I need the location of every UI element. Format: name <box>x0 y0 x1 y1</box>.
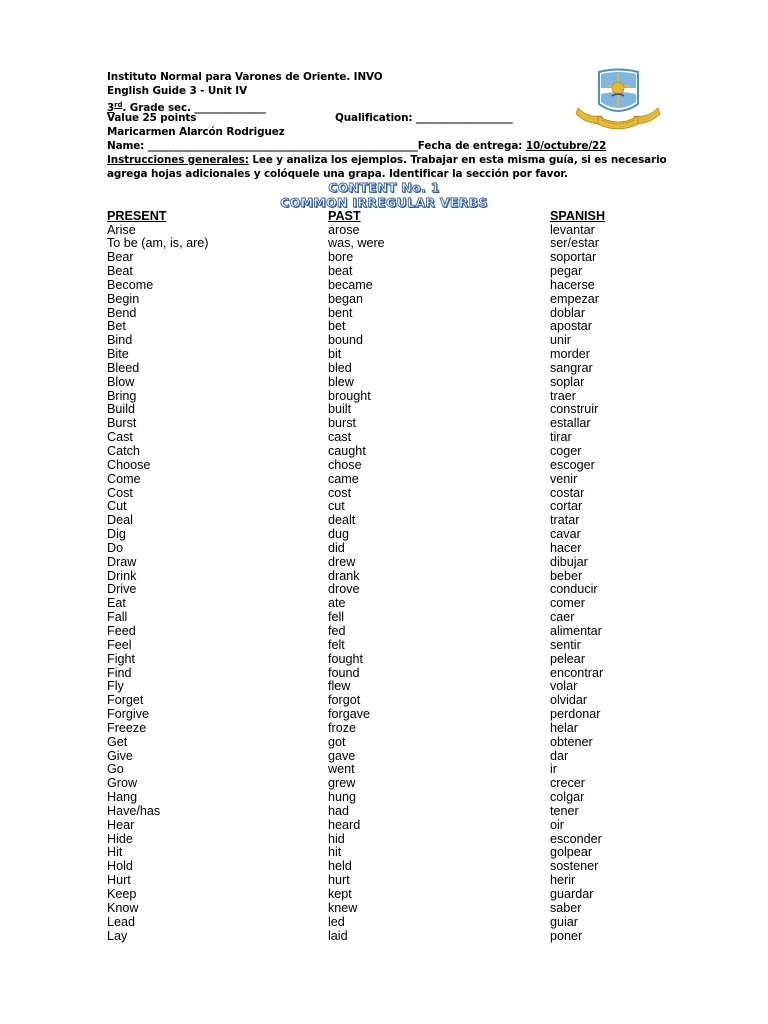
past-verb: hid <box>328 831 345 846</box>
past-verb: forgot <box>328 693 361 708</box>
spanish-verb: guiar <box>550 914 579 929</box>
spanish-verb: comer <box>550 596 585 611</box>
table-row <box>107 528 667 542</box>
table-row <box>107 750 667 764</box>
table-row <box>107 777 667 791</box>
present-verb: Hang <box>107 790 138 805</box>
table-row <box>107 487 667 501</box>
past-verb: bled <box>328 360 352 375</box>
content-number: CONTENT No. 1 <box>328 180 440 195</box>
present-verb: Know <box>107 900 139 915</box>
spanish-verb: construir <box>550 402 599 417</box>
spanish-verb: hacerse <box>550 277 595 292</box>
past-verb: led <box>328 914 345 929</box>
table-row <box>107 334 667 348</box>
qualification-field: Qualification: ___________________ <box>335 112 513 125</box>
past-verb: chose <box>328 457 362 472</box>
table-row <box>107 819 667 833</box>
past-verb: knew <box>328 900 358 915</box>
spanish-verb: alimentar <box>550 623 602 638</box>
table-row <box>107 445 667 459</box>
present-verb: Give <box>107 748 133 763</box>
table-row <box>107 736 667 750</box>
table-row <box>107 403 667 417</box>
table-row <box>107 514 667 528</box>
past-verb: arose <box>328 222 360 237</box>
table-row <box>107 556 667 570</box>
guide-title: English Guide 3 - Unit IV <box>107 84 248 97</box>
spanish-verb: golpear <box>550 845 593 860</box>
table-row <box>107 320 667 334</box>
spanish-verb: perdonar <box>550 707 601 722</box>
spanish-verb: conducir <box>550 582 598 597</box>
table-row <box>107 376 667 390</box>
present-verb: Blow <box>107 374 135 389</box>
header-past: PAST <box>328 209 361 223</box>
spanish-verb: esconder <box>550 831 602 846</box>
table-header-row <box>107 209 667 224</box>
present-verb: Forget <box>107 693 144 708</box>
table-row <box>107 459 667 473</box>
spanish-verb: sangrar <box>550 360 593 375</box>
spanish-verb: unir <box>550 333 571 348</box>
past-verb: cast <box>328 430 352 445</box>
past-verb: grew <box>328 776 356 791</box>
present-verb: Have/has <box>107 803 161 818</box>
table-row <box>107 722 667 736</box>
past-verb: caught <box>328 444 366 458</box>
table-row <box>107 348 667 362</box>
present-verb: Build <box>107 402 136 417</box>
spanish-verb: tratar <box>550 513 580 528</box>
spanish-verb: hacer <box>550 540 582 555</box>
table-row <box>107 237 667 251</box>
present-verb: Burst <box>107 416 137 431</box>
past-verb: burst <box>328 416 356 431</box>
spanish-verb: soplar <box>550 374 585 389</box>
table-row <box>107 667 667 681</box>
present-verb: Arise <box>107 222 136 237</box>
spanish-verb: tener <box>550 803 579 818</box>
spanish-verb: poner <box>550 928 583 943</box>
past-verb: cost <box>328 485 352 500</box>
table-row <box>107 930 667 944</box>
present-verb: Bet <box>107 319 126 334</box>
spanish-verb: coger <box>550 444 582 458</box>
past-verb: flew <box>328 679 351 694</box>
present-verb: Feel <box>107 637 132 652</box>
header-spanish: SPANISH <box>550 209 606 223</box>
table-row <box>107 570 667 584</box>
present-verb: Come <box>107 471 141 486</box>
present-verb: Hurt <box>107 873 131 888</box>
grade-number: 3 <box>107 101 115 114</box>
past-verb: forgave <box>328 707 371 722</box>
present-verb: Bind <box>107 333 133 348</box>
value-points: Value 25 points <box>107 112 197 125</box>
present-verb: Go <box>107 762 124 777</box>
grade-suffix: rd <box>114 100 123 109</box>
spanish-verb: sentir <box>550 637 581 652</box>
table-row <box>107 694 667 708</box>
spanish-verb: cortar <box>550 499 583 514</box>
present-verb: Feed <box>107 623 136 638</box>
present-verb: Catch <box>107 444 140 458</box>
school-logo <box>572 64 664 134</box>
table-row <box>107 279 667 293</box>
past-verb: heard <box>328 817 361 832</box>
present-verb: Drive <box>107 582 137 597</box>
table-row <box>107 653 667 667</box>
past-verb: drank <box>328 568 360 583</box>
present-verb: Bleed <box>107 360 140 375</box>
present-verb: Hold <box>107 859 133 874</box>
grade-section: . Grade sec. ______________ <box>122 101 266 114</box>
school-crest-icon <box>572 64 664 134</box>
past-verb: brought <box>328 388 371 403</box>
table-row <box>107 874 667 888</box>
past-verb: fought <box>328 651 364 666</box>
past-verb: went <box>328 762 355 777</box>
school-name: Instituto Normal para Varones de Oriente. INVO <box>107 71 383 83</box>
spanish-verb: pelear <box>550 651 586 666</box>
past-verb: bore <box>328 250 354 265</box>
spanish-verb: caer <box>550 610 575 625</box>
present-verb: To be (am, is, are) <box>107 236 209 251</box>
spanish-verb: traer <box>550 388 576 403</box>
table-row <box>107 708 667 722</box>
spanish-verb: olvidar <box>550 693 588 708</box>
present-verb: Eat <box>107 596 126 611</box>
teacher-name: Maricarmen Alarcón Rodriguez <box>107 126 285 139</box>
past-verb: had <box>328 803 350 818</box>
present-verb: Forgive <box>107 707 149 722</box>
spanish-verb: ser/estar <box>550 236 599 251</box>
present-verb: Keep <box>107 887 137 901</box>
past-verb: fed <box>328 623 346 638</box>
table-row <box>107 805 667 819</box>
spanish-verb: volar <box>550 679 578 694</box>
present-verb: Do <box>107 540 124 555</box>
table-row <box>107 916 667 930</box>
spanish-verb: guardar <box>550 887 594 901</box>
present-verb: Hide <box>107 831 133 846</box>
past-verb: found <box>328 665 360 680</box>
table-row <box>107 791 667 805</box>
table-row <box>107 846 667 860</box>
spanish-verb: ir <box>550 762 557 777</box>
table-row <box>107 307 667 321</box>
present-verb: Cut <box>107 499 127 514</box>
present-verb: Become <box>107 277 154 292</box>
spanish-verb: beber <box>550 568 583 583</box>
present-verb: Hit <box>107 845 123 860</box>
present-verb: Bite <box>107 347 129 362</box>
spanish-verb: empezar <box>550 291 599 306</box>
table-row <box>107 625 667 639</box>
spanish-verb: crecer <box>550 776 585 791</box>
spanish-verb: doblar <box>550 305 586 320</box>
present-verb: Choose <box>107 457 151 472</box>
spanish-verb: escoger <box>550 457 595 472</box>
spanish-verb: colgar <box>550 790 585 805</box>
present-verb: Cast <box>107 430 133 445</box>
present-verb: Fall <box>107 610 128 625</box>
due-date: 10/octubre/22 <box>525 139 607 152</box>
table-row <box>107 583 667 597</box>
table-row <box>107 500 667 514</box>
past-verb: hurt <box>328 873 350 888</box>
table-row <box>107 611 667 625</box>
spanish-verb: morder <box>550 347 590 362</box>
spanish-verb: obtener <box>550 734 593 749</box>
instructions-label: Instrucciones generales: <box>107 153 249 166</box>
past-verb: gave <box>328 748 356 763</box>
past-verb: did <box>328 540 345 555</box>
spanish-verb: dibujar <box>550 554 588 569</box>
present-verb: Lay <box>107 928 128 943</box>
name-line <box>107 140 667 154</box>
past-verb: was, were <box>328 236 385 251</box>
present-verb: Bear <box>107 250 134 265</box>
past-verb: dealt <box>328 513 356 528</box>
spanish-verb: oir <box>550 817 564 832</box>
content-heading: COMMON IRREGULAR VERBS <box>280 195 488 210</box>
past-verb: ate <box>328 596 346 611</box>
present-verb: Lead <box>107 914 136 929</box>
past-verb: froze <box>328 720 356 735</box>
present-verb: Hear <box>107 817 135 832</box>
spanish-verb: tirar <box>550 430 572 445</box>
table-row <box>107 473 667 487</box>
spanish-verb: herir <box>550 873 576 888</box>
table-row <box>107 224 667 238</box>
past-verb: held <box>328 859 352 874</box>
table-row <box>107 833 667 847</box>
past-verb: fell <box>328 610 345 625</box>
table-row <box>107 417 667 431</box>
spanish-verb: venir <box>550 471 578 486</box>
spanish-verb: costar <box>550 485 585 500</box>
spanish-verb: levantar <box>550 222 595 237</box>
present-verb: Dig <box>107 527 126 542</box>
present-verb: Find <box>107 665 132 680</box>
spanish-verb: pegar <box>550 264 583 279</box>
present-verb: Begin <box>107 291 140 306</box>
past-verb: dug <box>328 527 350 542</box>
past-verb: kept <box>328 887 352 901</box>
table-row <box>107 251 667 265</box>
past-verb: drove <box>328 582 360 597</box>
past-verb: blew <box>328 374 354 389</box>
spanish-verb: helar <box>550 720 579 735</box>
table-row <box>107 265 667 279</box>
present-verb: Beat <box>107 264 133 279</box>
table-row <box>107 362 667 376</box>
name-field: Name: _____________________________________________________Fecha de entrega: <box>107 139 526 152</box>
spanish-verb: cavar <box>550 527 581 542</box>
verb-table <box>107 209 667 943</box>
table-row <box>107 542 667 556</box>
past-verb: hung <box>328 790 357 805</box>
table-row <box>107 763 667 777</box>
present-verb: Grow <box>107 776 138 791</box>
table-row <box>107 293 667 307</box>
content-title <box>0 180 768 210</box>
spanish-verb: dar <box>550 748 569 763</box>
present-verb: Fight <box>107 651 135 666</box>
table-row <box>107 888 667 902</box>
past-verb: hit <box>328 845 342 860</box>
past-verb: laid <box>328 928 348 943</box>
past-verb: felt <box>328 637 345 652</box>
table-row <box>107 902 667 916</box>
past-verb: bet <box>328 319 346 334</box>
table-row <box>107 680 667 694</box>
present-verb: Cost <box>107 485 133 500</box>
spanish-verb: encontrar <box>550 665 604 680</box>
present-verb: Bend <box>107 305 137 320</box>
table-row <box>107 639 667 653</box>
present-verb: Freeze <box>107 720 147 735</box>
spanish-verb: soportar <box>550 250 597 265</box>
spanish-verb: saber <box>550 900 582 915</box>
past-verb: bound <box>328 333 364 348</box>
spanish-verb: estallar <box>550 416 591 431</box>
spanish-verb: sostener <box>550 859 599 874</box>
table-row <box>107 860 667 874</box>
instructions <box>107 154 667 182</box>
table-row <box>107 431 667 445</box>
table-row <box>107 597 667 611</box>
table-row <box>107 390 667 404</box>
past-verb: built <box>328 402 352 417</box>
past-verb: drew <box>328 554 356 569</box>
present-verb: Deal <box>107 513 133 528</box>
instructions-text: Lee y analiza los ejemplos. Trabajar en esta misma guía, si es necesario agrega hojas adicionales y colóquele una grapa. Identificar la sección por favor. <box>107 153 667 180</box>
present-verb: Fly <box>107 679 124 694</box>
present-verb: Get <box>107 734 128 749</box>
past-verb: bit <box>328 347 342 362</box>
spanish-verb: apostar <box>550 319 593 334</box>
past-verb: became <box>328 277 373 292</box>
past-verb: came <box>328 471 359 486</box>
past-verb: began <box>328 291 364 306</box>
past-verb: beat <box>328 264 353 279</box>
past-verb: got <box>328 734 346 749</box>
present-verb: Draw <box>107 554 137 569</box>
past-verb: bent <box>328 305 353 320</box>
past-verb: cut <box>328 499 345 514</box>
present-verb: Drink <box>107 568 137 583</box>
header-present: PRESENT <box>107 209 167 223</box>
present-verb: Bring <box>107 388 137 403</box>
